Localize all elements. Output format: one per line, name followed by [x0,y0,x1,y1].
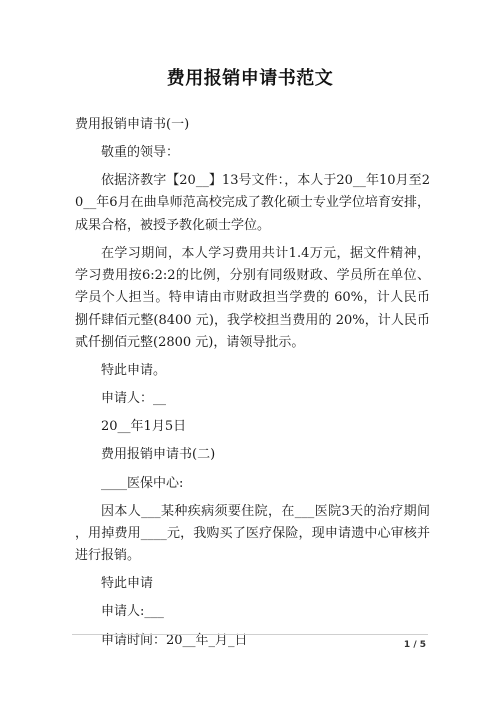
applicant-line-2: 申请人:___ [101,604,164,620]
closing-request-2: 特此申请 [101,576,154,592]
document-body [75,114,430,658]
paragraph-basis: 依据济教字【20__】13号文件：，本人于20__年10月至20__年6月在曲阜师范高校完成了教化硕士专业学位培育安排，成果合格，被授予教化硕士学位。 [75,173,430,233]
applicant-line-1: 申请人：__ [101,391,167,407]
section-heading-1: 费用报销申请书(一) [75,117,190,132]
section-heading-2: 费用报销申请书(二) [101,447,216,463]
page-number: 1 / 5 [403,640,426,650]
date-line-2: 申请时间：20__年_月_日 [101,632,248,648]
paragraph-costs: 在学习期间，本人学习费用共计1.4万元，据文件精神，学习费用按6:2:2的比例，分别有同级财政、学员所在单位、学员个人担当。特申请由市财政担当学费的 60%，计人民币捌仟肆佰元整(8400 元)，我学校担当费用的 20%，计人民币贰仟捌佰元整(2800 元)，请领导批示。 [75,245,430,351]
document-title: 费用报销申请书范文 [166,68,334,89]
closing-request-1: 特此申请。 [101,363,167,379]
salutation: 敬重的领导： [101,145,180,161]
recipient-line: ____医保中心: [101,475,184,491]
paragraph-medical: 因本人___某种疾病须要住院，在___医院3天的治疗期间，用掉费用____元，我购买了医疗保险，现申请遗中心审核并进行报销。 [75,503,430,564]
date-line-1: 20__年1月5日 [101,419,187,435]
footer-divider [72,634,428,635]
